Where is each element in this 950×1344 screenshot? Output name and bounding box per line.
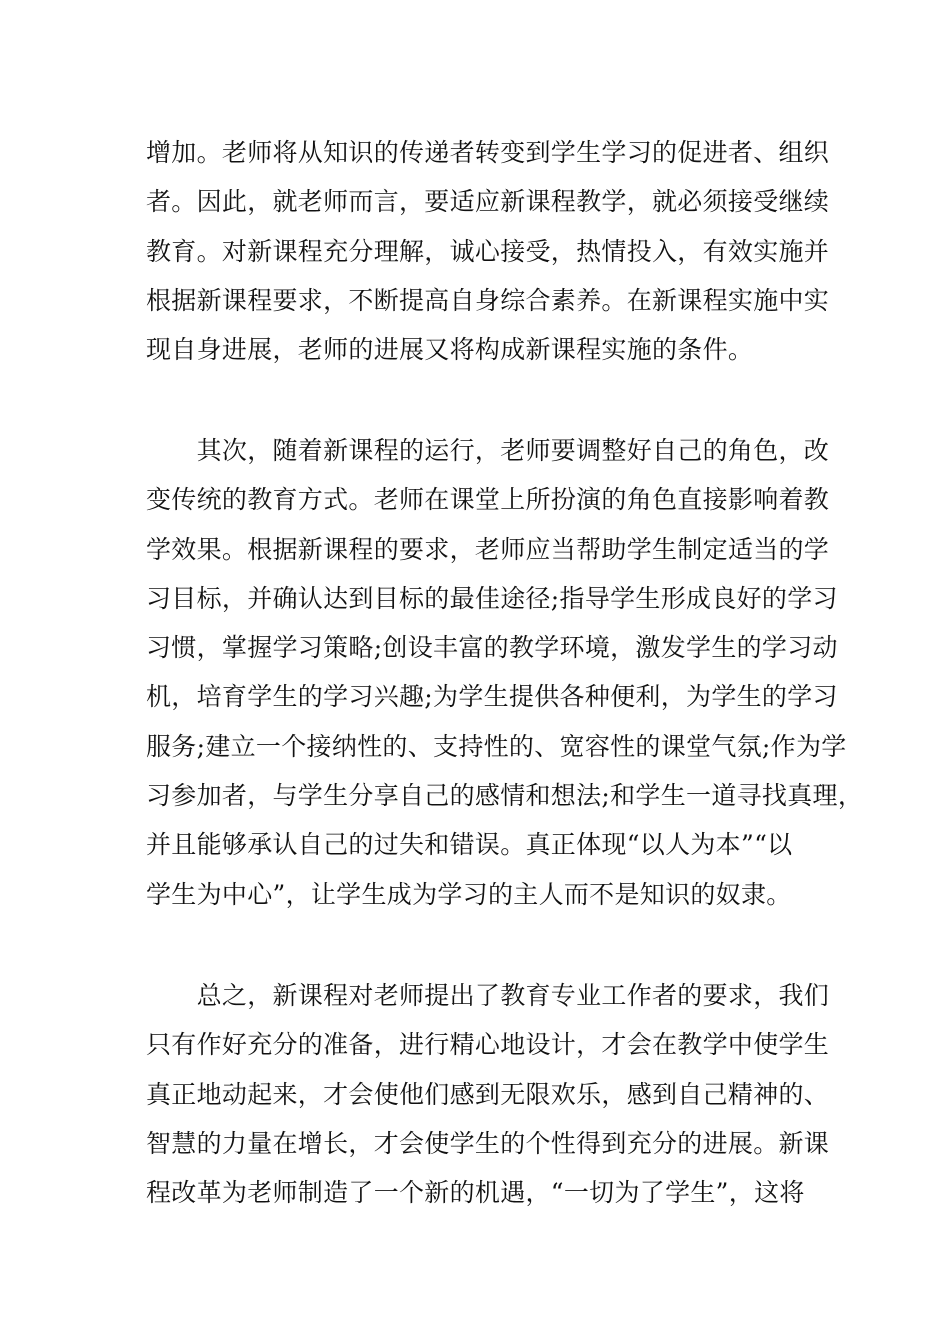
text-line: 习目标，并确认达到目标的最佳途径;指导学生形成良好的学习 (146, 583, 838, 613)
text-line: 智慧的力量在增长，才会使学生的个性得到充分的进展。新课 (146, 1128, 830, 1158)
text-line: 只有作好充分的准备，进行精心地设计，才会在教学中使学生 (146, 1030, 830, 1060)
text-line: 变传统的教育方式。老师在课堂上所扮演的角色直接影响着教 (146, 485, 830, 515)
paragraph-2 (146, 426, 864, 919)
text-line: 习惯，掌握学习策略;创设丰富的教学环境，激发学生的学习动 (146, 633, 838, 663)
text-line: 服务;建立一个接纳性的、支持性的、宽容性的课堂气氛;作为学 (146, 731, 847, 761)
text-line: 习参加者，与学生分享自己的感情和想法;和学生一道寻找真理， (146, 781, 864, 811)
paragraph-3 (146, 971, 830, 1217)
text-line: 其次，随着新课程的运行，老师要调整好自己的角色，改 (146, 436, 830, 465)
text-line: 者。因此，就老师而言，要适应新课程教学，就必须接受继续 (146, 187, 830, 217)
text-line: 增加。老师将从知识的传递者转变到学生学习的促进者、组织 (146, 138, 830, 167)
text-line: 学效果。根据新课程的要求，老师应当帮助学生制定适当的学 (146, 534, 830, 564)
text-line: 程改革为老师制造了一个新的机遇，“一切为了学生”，这将 (146, 1178, 805, 1208)
text-line: 学生为中心”，让学生成为学习的主人而不是知识的奴隶。 (146, 879, 792, 909)
text-line: 并且能够承认自己的过失和错误。真正体现“以人为本”“以 (146, 830, 793, 860)
text-line: 现自身进展，老师的进展又将构成新课程实施的条件。 (146, 335, 754, 365)
text-line: 机，培育学生的学习兴趣;为学生提供各种便利，为学生的学习 (146, 682, 838, 712)
paragraph-1 (146, 128, 830, 374)
text-line: 总之，新课程对老师提出了教育专业工作者的要求，我们 (146, 981, 830, 1010)
text-line: 真正地动起来，才会使他们感到无限欢乐，感到自己精神的、 (146, 1079, 830, 1109)
text-line: 根据新课程要求，不断提高自身综合素养。在新课程实施中实 (146, 285, 830, 315)
text-line: 教育。对新课程充分理解，诚心接受，热情投入，有效实施并 (146, 236, 830, 266)
